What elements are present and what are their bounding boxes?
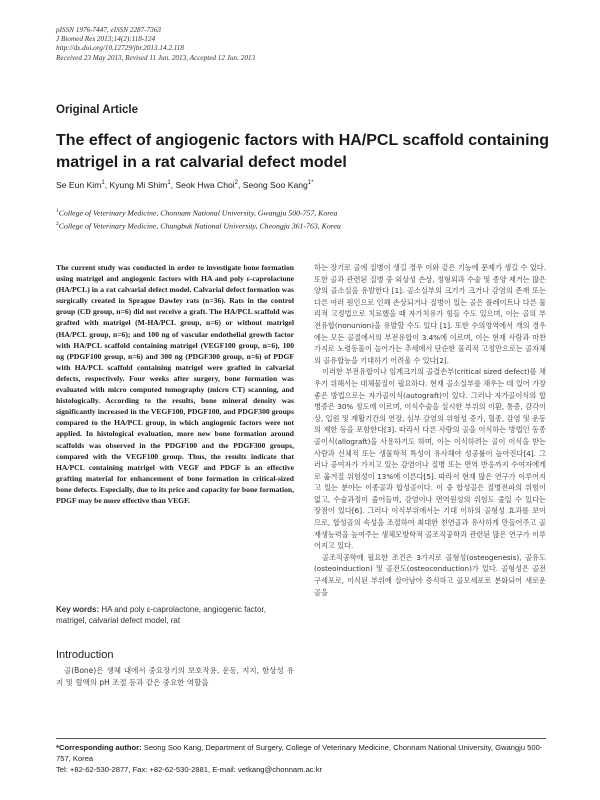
corresponding-author-note [56, 742, 546, 775]
affiliation-text: College of Veterinary Medicine, Chungbuk National University, Cheongju 361-763, Korea [58, 221, 341, 231]
affiliation-line [56, 206, 341, 219]
author-affil-mark: 1 [101, 180, 105, 187]
author-affil-mark: 1* [307, 180, 314, 187]
author-name: Seok Hwa Choi [175, 180, 235, 190]
author-list: Se Eun Kim$^1$, Kyung Mi Shim$^1$, Seok Hwa Choi$^2$, Seong Soo Kang$^{1*}$ [56, 180, 314, 190]
footnote-label: *Corresponding author: [56, 743, 142, 752]
author-affil-mark: 2 [234, 180, 239, 187]
author-name: Seong Soo Kang [242, 180, 308, 190]
body-paragraph: 이러한 부전유합이나 임계크기의 골결손부(critical sized defect)를 채우기 위해서는 대체물질이 필요하다. 현재 골소실부를 채우는 데 있어 가장 좋은 방법으로는 자가골이식(autograft)이 있다. 그러나 자가골이식의 합병증은 30% 정도에 이르며, 이식수술을 실시한 부위의 이환, 통증, 감각이상, 입원 및 재활기간의 연장, 심부 감염의 위험성 증가, 혈종, 감염 및 운동의 제한 등을 포함한다[3]. 따라서 다른 사람의 골을 이식하는 방법인 동종골이식(allograft)을 사용하기도 하며, 이는 이식하려는 골이 이식을 받는 사람과 신체적 또는 생물학적 특성이 유사해야 성공률이 높아진다[4]. 그러나 공여자가 가지고 있는 감염이나 질병 또는 면역 반응까지 수여자에게로 옮겨질 위험성이 13%에 이른다[5]. 따라서 현재 많은 연구가 이루어지고 있는 분야는 이종골과 합성골이다. 이 중 합성골은 질병전파의 위험이 없고, 수술과정이 줄어들며, 감염이나 면역원성의 위험도 줄일 수 있다는 장점이 있다[6]. 그러나 이식부위에서는 기대 이하의 골형성 효과를 보이므로, 합성골의 속성을 조절하여 최대한 천연골과 유사하게 만들어주고 골재생능력을 높여주는 생체모방학적 골조직공학과 관련된 많은 연구가 이루어지고 있다. [314, 367, 546, 551]
author-name: Kyung Mi Shim [109, 180, 168, 190]
article-type: Original Article [56, 104, 139, 116]
keywords [56, 604, 294, 626]
keywords-label: Key words: [56, 605, 100, 614]
doi-link[interactable]: http://dx.doi.org/10.12729/jbr.2013.14.2.118 [56, 44, 184, 53]
affiliation-text: College of Veterinary Medicine, Chonnam National University, Gwangju 500-757, Korea [58, 208, 338, 218]
journal-citation: J Biomed Res 2013;14(2):118-124 [56, 35, 156, 44]
affiliation-line [56, 219, 341, 232]
abstract-text: The current study was conducted in order to investigate bone formation using matrigel and angiogenic factors with HA and poly ε-caprolactone (HA/PCL) in a rat calvarial defect model. Calvarial defect formation was surgically created in Sprague Dawley rats (n=36). Rats in the control group (CD group, n=6) did not receive a graft. The HA/PCL scaffold was grafted with matrigel (M-HA/PCL group, n=6) or without matrigel (HA/PCL group, n=6); and 100 ng of vascular endothelial growth factor with HA/PCL scaffold containing matrigel (VEGF100 group, n=6), 100 ng (PDGF100 group, n=6) and 300 ng (PDGF300 group, n=6) of PDGF with HA/PCL scaffold containing matrigel were grafted in calvarial defects, respectively. Four weeks after surgery, bone formation was evaluated with micro computed tomography (micro CT) scanning, and histologically. According to the results, bone mineral density was significantly increased in the VEGF100, PDGF100, and PDGF300 groups compared to the HA/PCL group, in which angiogenic factors were not applied. In histological evaluation, more new bone formation around scaffolds was observed in the PDGF100 and the PDGF300 groups, compared with the VEGF100 group. Thus, the results indicate that HA/PCL containing matrigel with VEGF and PDGF is an effective grafting material for enhancement of bone formation in critical-sized bone defects. Especially, due to its price and capacity for bone formation, PDGF may be more effective than VEGF. [56, 263, 294, 505]
body-paragraph: 하는 장기로 골에 질병이 생길 경우 이와 같은 기능에 문제가 생길 수 있다. 또한 골과 관련된 질병 중 외상성 손상, 정형외과 수술 및 종양 제거는 많은 양의 골소실을 유발한다 [1]. 골소실부의 크기가 크거나 감염의 존재 또는 다른 여러 원인으로 인해 손상되거나 질병이 있는 골은 플레이트나 다른 물리적 고정법으로 치료했을 때 자가치유가 힘들 수도 있으며, 이는 골의 부전유합(nonunion)을 유발할 수도 있다 [1]. 또한 수의영역에서 개의 경우에는 모든 골절에서의 부전유합이 3.4%에 이르며, 이는 현재 사람과 마찬가지로 노령동물이 늘어가는 추세에서 단순한 물리적 고정만으로는 골자체의 골유합능을 기대하기 어려울 수 있다[2]. [314, 263, 546, 365]
author-name: Se Eun Kim [56, 180, 102, 190]
introduction-heading: Introduction [56, 649, 114, 661]
affiliation-mark: 1 [56, 208, 59, 214]
keywords-text: HA and poly ε-caprolactone, angiogenic factor, matrigel, calvarial defect model, rat [56, 605, 266, 625]
footnote-text: Seong Soo Kang, Department of Surgery, College of Veterinary Medicine, Chonnam National University, Gwangju 500-757, Korea [56, 743, 543, 763]
right-column [314, 262, 546, 598]
received-dates: Received 23 May 2013, Revised 11 Jun. 2013, Accepted 12 Jun. 2013 [56, 53, 256, 62]
affiliation-mark: 2 [56, 220, 59, 227]
affiliations [56, 206, 341, 231]
contact-line[interactable]: Tel: +82-62-530-2877, Fax: +82-62-530-2881, E-mail: vetkang@chonnam.ac.kr [56, 765, 323, 774]
body-paragraph: 골조직공학에 필요한 조건은 3가지로 골형성(osteogenesis), 골유도(osteoinduction) 및 골전도(osteoconduction)가 있다. 골형성은 골전구세포로, 이식된 부위에 살아남아 증식하고 골모세포로 분화되어 새로운 골을 [314, 552, 546, 597]
introduction-text: 골(Bone)은 생체 내에서 중요장기의 보호작용, 운동, 지지, 항상성 유지 및 혈액의 pH 조절 등과 같은 중요한 역할을 [56, 666, 294, 687]
issn-line: pISSN 1976-7447, eISSN 2287-7363 [56, 26, 162, 34]
article-title: The effect of angiogenic factors with HA/PCL scaffold containing matrigel in a rat calvarial defect model [56, 132, 550, 171]
footnote-divider [56, 738, 546, 739]
author-affil-mark: 1 [167, 180, 171, 187]
journal-meta [56, 26, 255, 63]
